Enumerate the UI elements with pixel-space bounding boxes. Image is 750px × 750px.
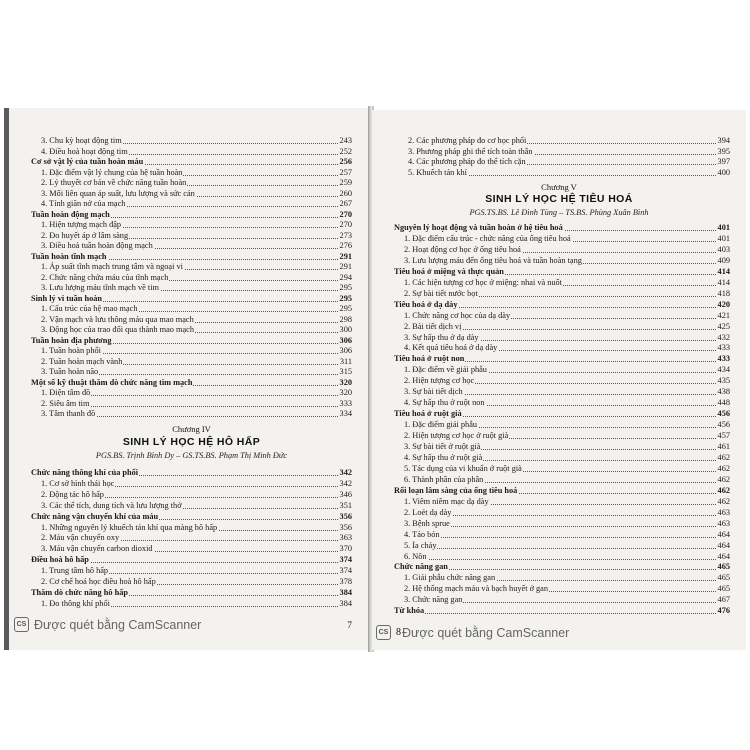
toc-entry-title: 3. Mối liên quan áp suất, lưu lượng và sức cản bbox=[41, 188, 195, 198]
toc-entry-title: Tiêu hoá ở ruột già bbox=[394, 409, 462, 419]
toc-entry-title: Tiêu hoá ở dạ dày bbox=[394, 299, 458, 309]
toc-entry-title: Tiêu hoá ở miệng và thực quản bbox=[394, 266, 504, 276]
dot-leader bbox=[404, 530, 730, 538]
toc-entry-title: 1. Trung tâm hô hấp bbox=[41, 566, 109, 576]
toc-entry-title: 3. Lưu lượng máu đến ống tiêu hoá và tuần hoàn tạng bbox=[404, 255, 582, 265]
toc-entry-page: 465 bbox=[717, 573, 730, 583]
toc-entry-title: 6. Thành phần của phân bbox=[404, 474, 484, 484]
toc-section bbox=[31, 294, 352, 303]
toc-entry-page: 311 bbox=[339, 356, 352, 366]
toc-entry bbox=[404, 234, 730, 243]
toc-entry-page: 295 bbox=[339, 283, 352, 292]
toc-entry-page: 457 bbox=[717, 431, 730, 441]
toc-entry bbox=[41, 577, 352, 586]
toc-entry bbox=[404, 278, 730, 287]
toc-entry bbox=[41, 501, 352, 510]
toc-entry-page: 315 bbox=[339, 367, 352, 376]
toc-section bbox=[394, 409, 730, 418]
toc-entry-page: 291 bbox=[339, 262, 352, 271]
toc-entry-title: Sinh lý vi tuần hoàn bbox=[31, 293, 103, 303]
toc-entry bbox=[41, 399, 352, 408]
toc-entry-page: 403 bbox=[717, 244, 730, 254]
toc-section bbox=[31, 157, 352, 166]
toc-entry-page: 260 bbox=[339, 188, 352, 198]
toc-entry-page: 295 bbox=[339, 304, 352, 313]
toc-entry-title: Từ khóa bbox=[394, 606, 425, 616]
toc-section bbox=[31, 252, 352, 261]
toc-entry-title: Cơ sở vật lý của tuần hoàn máu bbox=[31, 157, 144, 166]
toc-entry bbox=[404, 541, 730, 550]
toc-entry-page: 464 bbox=[717, 551, 730, 561]
toc-entry-page: 465 bbox=[717, 584, 730, 594]
toc-entry-title: Điều hoà hô hấp bbox=[31, 555, 89, 565]
toc-entry-title: 4. Sự hấp thu ở ruột non bbox=[404, 398, 485, 408]
toc-entry-title: 2. Siêu âm tim bbox=[41, 398, 90, 408]
toc-entry-title: 4. Táo bón bbox=[404, 529, 440, 539]
toc-entry bbox=[408, 168, 730, 177]
toc-section bbox=[31, 555, 352, 564]
toc-entry bbox=[41, 136, 352, 145]
right-page bbox=[372, 110, 746, 650]
toc-entry-title: 2. Hiện tượng cơ học ở ruột già bbox=[404, 431, 509, 441]
toc-entry-page: 395 bbox=[717, 146, 730, 156]
toc-entry-page: 334 bbox=[339, 409, 352, 418]
toc-entry-title: Chức năng vận chuyển khí của máu bbox=[31, 511, 159, 521]
toc-entry-title: 6. Nôn bbox=[404, 551, 427, 561]
left-chapter-title: SINH LÝ HỌC HỆ HÔ HẤP bbox=[122, 436, 261, 448]
toc-entry-page: 456 bbox=[717, 420, 730, 430]
toc-entry-page: 463 bbox=[717, 507, 730, 517]
toc-entry bbox=[408, 136, 730, 145]
toc-entry-title: 2. Các phương pháp đo cơ học phổi bbox=[408, 136, 527, 145]
toc-entry bbox=[404, 508, 730, 517]
toc-entry-page: 273 bbox=[339, 230, 352, 240]
toc-entry bbox=[41, 189, 352, 198]
toc-entry bbox=[404, 245, 730, 254]
toc-entry-page: 276 bbox=[339, 241, 352, 250]
watermark-left bbox=[14, 617, 201, 632]
toc-entry-title: 2. Đo huyết áp ở lâm sàng bbox=[41, 230, 129, 240]
toc-entry-page: 356 bbox=[339, 522, 352, 532]
dot-leader bbox=[404, 552, 730, 560]
toc-entry-page: 267 bbox=[339, 199, 352, 208]
toc-entry-title: 2. Động tác hô hấp bbox=[41, 489, 104, 499]
toc-entry-title: 2. Bài tiết dịch vị bbox=[404, 321, 462, 331]
toc-entry-page: 294 bbox=[339, 272, 352, 282]
toc-entry-page: 374 bbox=[339, 555, 352, 565]
right-chapter-label: Chương V bbox=[541, 182, 577, 192]
toc-entry bbox=[41, 388, 352, 397]
toc-entry bbox=[404, 365, 730, 374]
toc-entry bbox=[404, 475, 730, 484]
toc-entry-title: 3. Chức năng gan bbox=[404, 595, 463, 605]
toc-entry-page: 414 bbox=[717, 277, 730, 287]
toc-entry-title: 2. Sự bài tiết nước bọt bbox=[404, 288, 478, 298]
toc-entry-title: 2. Vận mạch và lưu thông máu qua mao mạch bbox=[41, 314, 194, 324]
toc-entry-title: 3. Điều hoà tuần hoàn động mạch bbox=[41, 241, 153, 250]
toc-entry-page: 432 bbox=[717, 332, 730, 342]
toc-entry-title: 4. Điều hoà hoạt động tim bbox=[41, 146, 128, 156]
toc-entry bbox=[41, 262, 352, 271]
toc-entry-title: 3. Phương pháp ghi thể tích toàn thân bbox=[408, 146, 533, 156]
toc-entry-title: Một số kỹ thuật thăm dò chức năng tim mạch bbox=[31, 377, 193, 387]
toc-section bbox=[394, 354, 730, 363]
toc-entry bbox=[404, 595, 730, 604]
toc-entry-page: 306 bbox=[339, 346, 352, 355]
toc-entry-page: 356 bbox=[339, 511, 352, 521]
toc-entry-title: Tuần hoàn động mạch bbox=[31, 209, 110, 219]
toc-section bbox=[31, 378, 352, 387]
watermark-right-prefix: 8 bbox=[396, 627, 401, 638]
toc-entry-page: 462 bbox=[717, 496, 730, 506]
toc-entry-page: 259 bbox=[339, 178, 352, 187]
toc-entry-title: 1. Viêm niêm mạc dạ dày bbox=[404, 496, 489, 506]
dot-leader bbox=[404, 519, 730, 527]
right-chapter-title: SINH LÝ HỌC HỆ TIÊU HOÁ bbox=[485, 193, 633, 205]
camscanner-logo-icon: CS bbox=[14, 617, 29, 632]
toc-entry bbox=[408, 147, 730, 156]
toc-entry bbox=[41, 315, 352, 324]
toc-entry bbox=[41, 231, 352, 240]
toc-entry-page: 465 bbox=[717, 562, 730, 572]
toc-entry-title: 1. Cơ sở hình thái học bbox=[41, 478, 115, 488]
toc-entry bbox=[41, 544, 352, 553]
toc-entry-page: 418 bbox=[717, 288, 730, 298]
toc-entry bbox=[404, 431, 730, 440]
toc-entry bbox=[404, 497, 730, 506]
toc-entry-title: 3. Tâm thanh đồ bbox=[41, 409, 96, 418]
toc-entry-title: Tuần hoàn địa phương bbox=[31, 335, 112, 345]
toc-entry-page: 370 bbox=[339, 544, 352, 554]
toc-entry-page: 320 bbox=[339, 377, 352, 387]
toc-entry bbox=[404, 256, 730, 265]
toc-entry-title: 2. Cơ chế hoá học điều hoà hô hấp bbox=[41, 577, 156, 586]
toc-entry-page: 252 bbox=[339, 146, 352, 156]
toc-entry-title: 1. Áp suất tĩnh mạch trung tâm và ngoại vi bbox=[41, 262, 183, 271]
toc-entry bbox=[41, 273, 352, 282]
toc-entry-page: 295 bbox=[339, 293, 352, 303]
toc-entry bbox=[41, 168, 352, 177]
toc-entry-page: 342 bbox=[339, 468, 352, 477]
toc-entry bbox=[404, 398, 730, 407]
toc-entry-title: Chức năng thông khí của phổi bbox=[31, 468, 139, 477]
scan-background-top bbox=[0, 0, 750, 100]
toc-entry-page: 306 bbox=[339, 335, 352, 345]
watermark-right bbox=[376, 625, 569, 640]
toc-entry-title: 1. Đặc điểm giải phẫu bbox=[404, 420, 478, 430]
toc-entry-title: 4. Kết quả tiêu hoá ở dạ dày bbox=[404, 343, 498, 353]
toc-entry-page: 384 bbox=[339, 598, 352, 608]
toc-entry-page: 401 bbox=[717, 223, 730, 232]
toc-entry-page: 464 bbox=[717, 529, 730, 539]
toc-entry bbox=[41, 199, 352, 208]
toc-entry-page: 462 bbox=[717, 485, 730, 495]
toc-entry-page: 463 bbox=[717, 518, 730, 528]
toc-entry-page: 421 bbox=[717, 310, 730, 320]
toc-section bbox=[31, 512, 352, 521]
toc-entry-title: Nguyên lý hoạt động và tuần hoàn ở hệ tiêu hoá bbox=[394, 223, 563, 232]
toc-entry bbox=[41, 357, 352, 366]
toc-entry-title: 2. Chức năng chứa máu của tĩnh mạch bbox=[41, 272, 169, 282]
toc-entry-page: 461 bbox=[717, 442, 730, 451]
toc-entry-page: 476 bbox=[717, 606, 730, 616]
toc-entry-page: 298 bbox=[339, 314, 352, 324]
left-chapter-label: Chương IV bbox=[172, 424, 211, 434]
left-toc bbox=[9, 108, 374, 650]
toc-entry bbox=[41, 409, 352, 418]
toc-entry-title: 5. Khuếch tán khí bbox=[408, 167, 467, 177]
toc-entry-page: 456 bbox=[717, 409, 730, 419]
toc-entry-title: 1. Giải phẫu chức năng gan bbox=[404, 573, 496, 583]
camscanner-logo-icon: CS bbox=[376, 625, 391, 640]
toc-entry-title: 4. Tính giãn nở của mạch bbox=[41, 199, 126, 208]
toc-entry-page: 291 bbox=[339, 251, 352, 261]
toc-entry-page: 448 bbox=[717, 398, 730, 408]
toc-entry-page: 464 bbox=[717, 540, 730, 550]
toc-entry-title: 1. Hiện tượng mạch đập bbox=[41, 220, 122, 229]
toc-entry bbox=[404, 464, 730, 473]
toc-entry-title: 2. Loét dạ dày bbox=[404, 507, 452, 517]
toc-entry bbox=[41, 147, 352, 156]
toc-entry bbox=[41, 220, 352, 229]
toc-entry-page: 394 bbox=[717, 136, 730, 145]
watermark-right-text: Được quét bằng CamScanner bbox=[402, 625, 570, 640]
toc-entry-title: 1. Đặc điểm cấu trúc - chức năng của ống tiêu hoá bbox=[404, 233, 571, 243]
toc-entry-title: 2. Máu vận chuyển oxy bbox=[41, 533, 120, 543]
toc-entry-title: 4. Sự hấp thu ở ruột già bbox=[404, 452, 483, 462]
toc-entry-page: 320 bbox=[339, 388, 352, 397]
toc-entry-page: 397 bbox=[717, 157, 730, 167]
toc-entry-page: 433 bbox=[717, 343, 730, 353]
toc-entry bbox=[404, 519, 730, 528]
toc-entry-page: 351 bbox=[339, 500, 352, 510]
toc-entry-title: 3. Sự bài tiết ở ruột già bbox=[404, 442, 481, 451]
toc-entry bbox=[41, 533, 352, 542]
toc-entry-title: 3. Bệnh sprue bbox=[404, 518, 450, 528]
toc-entry bbox=[404, 311, 730, 320]
toc-section bbox=[31, 210, 352, 219]
toc-entry-title: 2. Hoạt động cơ học ở ống tiêu hoá bbox=[404, 244, 521, 254]
toc-entry-title: 2. Hiện tượng cơ học bbox=[404, 376, 475, 386]
toc-entry bbox=[404, 322, 730, 331]
toc-entry bbox=[408, 157, 730, 166]
toc-entry-title: 3. Lưu lượng máu tĩnh mạch về tim bbox=[41, 283, 159, 292]
toc-entry-page: 425 bbox=[717, 321, 730, 331]
dot-leader bbox=[404, 541, 730, 549]
toc-entry-page: 374 bbox=[339, 566, 352, 576]
toc-entry-page: 434 bbox=[717, 365, 730, 375]
left-page bbox=[4, 108, 374, 650]
toc-entry-title: Thăm dò chức năng hô hấp bbox=[31, 587, 128, 597]
toc-entry-page: 243 bbox=[339, 136, 352, 145]
toc-entry-page: 346 bbox=[339, 489, 352, 499]
toc-entry-page: 433 bbox=[717, 354, 730, 364]
toc-entry bbox=[41, 304, 352, 313]
toc-entry-title: 2. Tuần hoàn mạch vành bbox=[41, 356, 123, 366]
toc-entry bbox=[41, 367, 352, 376]
toc-entry-page: 401 bbox=[717, 233, 730, 243]
toc-entry-title: 3. Tuần hoàn não bbox=[41, 367, 99, 376]
toc-entry-page: 462 bbox=[717, 463, 730, 473]
toc-entry bbox=[404, 333, 730, 342]
toc-entry-page: 333 bbox=[339, 398, 352, 408]
toc-entry-page: 257 bbox=[339, 167, 352, 177]
toc-entry-title: 1. Chức năng cơ học của dạ dày bbox=[404, 310, 511, 320]
toc-section bbox=[394, 606, 730, 615]
toc-entry-title: Chức năng gan bbox=[394, 562, 448, 572]
toc-entry-page: 378 bbox=[339, 577, 352, 586]
toc-entry-title: 2. Hệ thống mạch máu và bạch huyết ở gan bbox=[404, 584, 549, 594]
toc-entry-page: 300 bbox=[339, 325, 352, 334]
watermark-left-text: Được quét bằng CamScanner bbox=[34, 617, 202, 632]
toc-entry bbox=[404, 343, 730, 352]
scan-background-bottom bbox=[0, 655, 750, 750]
toc-entry bbox=[41, 178, 352, 187]
left-chapter-authors: PGS.BS. Trịnh Bỉnh Dy – GS.TS.BS. Phạm Thị Minh Đức bbox=[95, 451, 288, 460]
toc-entry-title: 1. Điện tâm đồ bbox=[41, 388, 91, 397]
toc-entry-page: 420 bbox=[717, 299, 730, 309]
toc-entry-title: Rối loạn lâm sàng của ống tiêu hoá bbox=[394, 485, 518, 495]
toc-section bbox=[394, 300, 730, 309]
toc-entry-page: 342 bbox=[339, 478, 352, 488]
toc-entry bbox=[41, 241, 352, 250]
toc-section bbox=[31, 336, 352, 345]
toc-entry bbox=[41, 325, 352, 334]
toc-entry bbox=[404, 552, 730, 561]
toc-section bbox=[31, 468, 352, 477]
toc-entry bbox=[404, 420, 730, 429]
toc-entry-page: 409 bbox=[717, 255, 730, 265]
toc-entry-title: 1. Đặc điểm về giải phẫu bbox=[404, 365, 487, 375]
toc-entry-page: 462 bbox=[717, 452, 730, 462]
toc-entry-page: 363 bbox=[339, 533, 352, 543]
toc-section bbox=[394, 486, 730, 495]
toc-entry bbox=[404, 442, 730, 451]
toc-entry bbox=[404, 530, 730, 539]
toc-entry-title: 1. Cấu trúc của hệ mao mạch bbox=[41, 304, 138, 313]
toc-entry-title: 3. Chu kỳ hoạt động tim bbox=[41, 136, 122, 145]
toc-entry bbox=[404, 573, 730, 582]
toc-entry-title: 1. Tuần hoàn phổi bbox=[41, 346, 101, 355]
toc-entry bbox=[41, 599, 352, 608]
toc-entry-title: 3. Sự bài tiết dịch bbox=[404, 387, 463, 397]
dot-leader bbox=[394, 606, 730, 614]
toc-entry-page: 435 bbox=[717, 376, 730, 386]
toc-section bbox=[394, 267, 730, 276]
dot-leader bbox=[404, 508, 730, 516]
toc-entry-page: 270 bbox=[339, 220, 352, 229]
toc-entry bbox=[41, 490, 352, 499]
toc-entry bbox=[41, 566, 352, 575]
toc-entry-title: 1. Các hiện tượng cơ học ở miệng: nhai và nuốt bbox=[404, 277, 562, 287]
toc-entry-page: 414 bbox=[717, 266, 730, 276]
toc-entry-page: 462 bbox=[717, 474, 730, 484]
toc-entry-page: 400 bbox=[717, 167, 730, 177]
toc-entry-title: 3. Các thể tích, dung tích và lưu lượng thở bbox=[41, 500, 182, 510]
toc-entry-page: 270 bbox=[339, 209, 352, 219]
toc-entry bbox=[41, 523, 352, 532]
toc-entry-title: 5. Ỉa chảy bbox=[404, 540, 437, 550]
toc-entry bbox=[404, 376, 730, 385]
toc-entry-title: Tuần hoàn tĩnh mạch bbox=[31, 251, 107, 261]
toc-entry-title: 3. Sự hấp thu ở dạ dày bbox=[404, 332, 479, 342]
toc-entry-title: 5. Tác dụng của vi khuẩn ở ruột già bbox=[404, 463, 522, 473]
toc-section bbox=[394, 562, 730, 571]
toc-entry-page: 384 bbox=[339, 587, 352, 597]
toc-entry bbox=[41, 346, 352, 355]
toc-entry bbox=[404, 289, 730, 298]
right-chapter-authors: PGS.TS.BS. Lê Đình Tùng – TS.BS. Phùng Xuân Bình bbox=[469, 208, 649, 217]
toc-entry-page: 256 bbox=[339, 157, 352, 166]
toc-section bbox=[31, 588, 352, 597]
toc-entry bbox=[41, 283, 352, 292]
toc-entry-page: 438 bbox=[717, 387, 730, 397]
toc-section bbox=[394, 223, 730, 232]
toc-entry bbox=[404, 584, 730, 593]
toc-entry-title: Tiêu hoá ở ruột non bbox=[394, 354, 465, 364]
toc-entry-title: 1. Đo thông khí phổi bbox=[41, 598, 110, 608]
toc-entry-title: 3. Động học của trao đổi qua thành mao mạch bbox=[41, 325, 194, 334]
toc-entry bbox=[404, 453, 730, 462]
toc-entry-page: 467 bbox=[717, 595, 730, 605]
toc-entry bbox=[404, 387, 730, 396]
toc-entry-title: 1. Những nguyên lý khuếch tán khí qua màng hô hấp bbox=[41, 522, 218, 532]
toc-entry-title: 2. Lý thuyết cơ bản về chức năng tuần hoàn bbox=[41, 178, 187, 187]
toc-entry-title: 3. Máu vận chuyển carbon dioxid bbox=[41, 544, 153, 554]
toc-entry bbox=[41, 479, 352, 488]
toc-entry-title: 4. Các phương pháp đo thể tích cặn bbox=[408, 157, 526, 167]
left-page-number: 7 bbox=[347, 621, 352, 631]
toc-entry-title: 1. Đặc điểm vật lý chung của hệ tuần hoàn bbox=[41, 167, 183, 177]
